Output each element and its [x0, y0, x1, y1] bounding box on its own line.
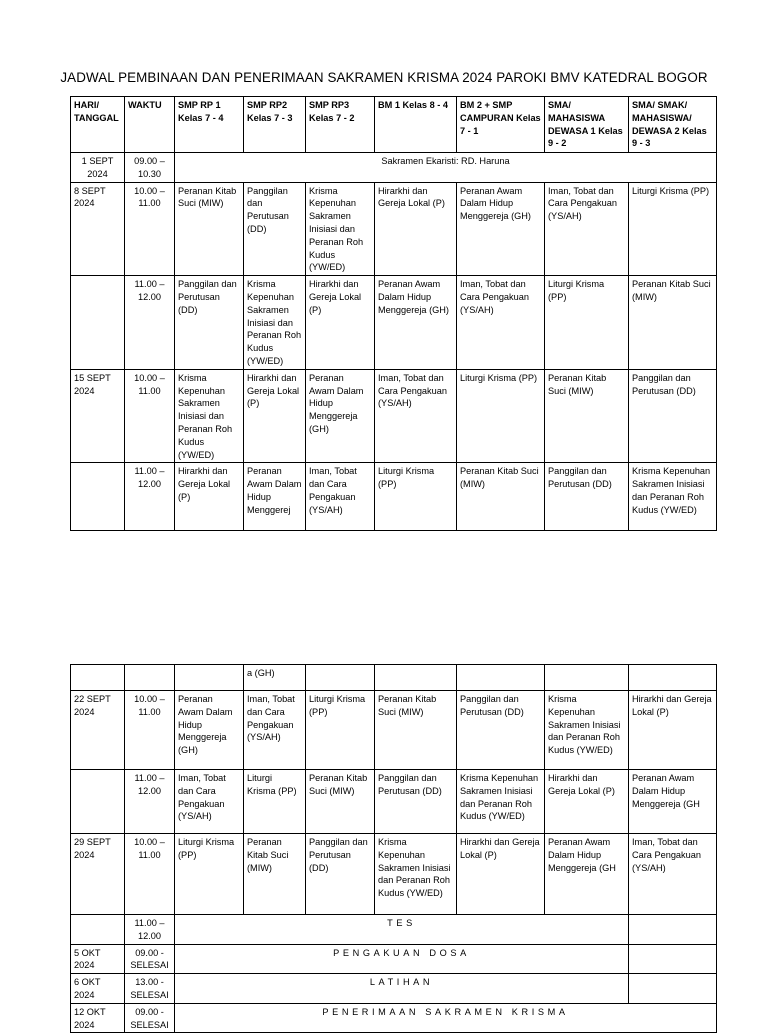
date-cell: [71, 276, 125, 370]
session-cell: Peranan Awam Dalam Hidup Menggereja (GH): [375, 276, 457, 370]
session-cell: Peranan Kitab Suci (MIW): [306, 770, 375, 834]
date-cell: 5 OKT 2024: [71, 944, 125, 974]
session-cell: Peranan Awam Dalam Hidup Menggereja (GH: [629, 770, 717, 834]
merged-cell: Sakramen Ekaristi: RD. Haruna: [175, 153, 717, 183]
time-cell: 10.00 – 11.00: [125, 182, 175, 276]
session-cell: a (GH): [244, 665, 306, 691]
table-row: [71, 369, 717, 463]
session-cell: Panggilan dan Perutusan (DD): [375, 770, 457, 834]
date-cell: 12 OKT 2024: [71, 1003, 125, 1033]
header-cell: SMP RP2 Kelas 7 - 3: [244, 97, 306, 153]
session-cell: Krisma Kepenuhan Sakramen Inisiasi dan Peranan Roh Kudus (YW/ED): [306, 182, 375, 276]
session-cell: Iman, Tobat dan Cara Pengakuan (YS/AH): [457, 276, 545, 370]
session-cell: Hirarkhi dan Gereja Lokal (P): [306, 276, 375, 370]
session-cell: Iman, Tobat dan Cara Pengakuan (YS/AH): [375, 369, 457, 463]
session-cell: Peranan Kitab Suci (MIW): [175, 182, 244, 276]
date-cell: 6 OKT 2024: [71, 974, 125, 1004]
session-cell: Peranan Awam Dalam Hidup Menggereja (GH): [457, 182, 545, 276]
session-cell: [306, 665, 375, 691]
session-cell: Liturgi Krisma (PP): [244, 770, 306, 834]
header-row: [71, 97, 717, 153]
session-cell: Iman, Tobat dan Cara Pengakuan (YS/AH): [244, 691, 306, 770]
session-cell: Liturgi Krisma (PP): [175, 834, 244, 915]
session-cell: Panggilan dan Perutusan (DD): [457, 691, 545, 770]
table-row: [71, 463, 717, 531]
date-cell: 1 SEPT 2024: [71, 153, 125, 183]
session-cell: Hirarkhi dan Gereja Lokal (P): [545, 770, 629, 834]
session-cell: Panggilan dan Perutusan (DD): [629, 369, 717, 463]
table-row: [71, 770, 717, 834]
event-cell-latihan: LATIHAN: [175, 974, 629, 1004]
session-cell: [545, 665, 629, 691]
session-cell: Liturgi Krisma (PP): [457, 369, 545, 463]
time-cell: 09.00 - SELESAI: [125, 1003, 175, 1033]
empty-cell: [629, 974, 717, 1004]
session-cell: Peranan Awam Dalam Hidup Menggereja (GH): [175, 691, 244, 770]
session-cell: [375, 665, 457, 691]
table-row: [71, 153, 717, 183]
header-cell: SMP RP3 Kelas 7 - 2: [306, 97, 375, 153]
event-cell-penerimaan-sakramen-krisma: PENERIMAAN SAKRAMEN KRISMA: [175, 1003, 717, 1033]
header-cell: SMA/ SMAK/ MAHASISWA/ DEWASA 2 Kelas 9 - 3: [629, 97, 717, 153]
table-row: [71, 691, 717, 770]
schedule-table-1: [70, 96, 717, 531]
time-cell: 11.00 – 12.00: [125, 915, 175, 945]
session-cell: Liturgi Krisma (PP): [306, 691, 375, 770]
session-cell: Krisma Kepenuhan Sakramen Inisiasi dan Peranan Roh Kudus (YW/ED): [375, 834, 457, 915]
session-cell: Krisma Kepenuhan Sakramen Inisiasi dan Peranan Roh Kudus (YW/ED): [175, 369, 244, 463]
session-cell: Krisma Kepenuhan Sakramen Inisiasi dan Peranan Roh Kudus (YW/ED): [244, 276, 306, 370]
session-cell: Krisma Kepenuhan Sakramen Inisiasi dan Peranan Roh Kudus (YW/ED): [545, 691, 629, 770]
time-cell: 11.00 – 12.00: [125, 463, 175, 531]
session-cell: Peranan Kitab Suci (MIW): [244, 834, 306, 915]
header-cell: SMP RP 1 Kelas 7 - 4: [175, 97, 244, 153]
table-row: [71, 974, 717, 1004]
header-cell: WAKTU: [125, 97, 175, 153]
session-cell: Peranan Kitab Suci (MIW): [629, 276, 717, 370]
session-cell: Peranan Awam Dalam Hidup Menggerej: [244, 463, 306, 531]
event-cell-tes: TES: [175, 915, 629, 945]
session-cell: [629, 665, 717, 691]
event-cell-pengakuan-dosa: PENGAKUAN DOSA: [175, 944, 629, 974]
session-cell: Iman, Tobat dan Cara Pengakuan (YS/AH): [629, 834, 717, 915]
header-cell: BM 1 Kelas 8 - 4: [375, 97, 457, 153]
date-cell: 22 SEPT 2024: [71, 691, 125, 770]
time-cell: 11.00 – 12.00: [125, 770, 175, 834]
time-cell: 10.00 – 11.00: [125, 834, 175, 915]
session-cell: Panggilan dan Perutusan (DD): [244, 182, 306, 276]
time-cell: 09.00 - SELESAI: [125, 944, 175, 974]
session-cell: Peranan Kitab Suci (MIW): [375, 691, 457, 770]
empty-cell: [629, 944, 717, 974]
session-cell: Iman, Tobat dan Cara Pengakuan (YS/AH): [306, 463, 375, 531]
document-title: JADWAL PEMBINAAN DAN PENERIMAAN SAKRAMEN KRISMA 2024 PAROKI BMV KATEDRAL BOGOR: [60, 70, 708, 85]
schedule-table-2: [70, 664, 717, 1033]
table-row: [71, 1003, 717, 1033]
session-cell: Peranan Kitab Suci (MIW): [545, 369, 629, 463]
empty-cell: [629, 915, 717, 945]
header-cell: BM 2 + SMP CAMPURAN Kelas 7 - 1: [457, 97, 545, 153]
session-cell: Liturgi Krisma (PP): [545, 276, 629, 370]
time-cell: 11.00 – 12.00: [125, 276, 175, 370]
header-cell: HARI/ TANGGAL: [71, 97, 125, 153]
table-row: [71, 944, 717, 974]
table-row: [71, 276, 717, 370]
session-cell: Hirarkhi dan Gereja Lokal (P): [457, 834, 545, 915]
time-cell: [125, 665, 175, 691]
session-cell: Krisma Kepenuhan Sakramen Inisiasi dan Peranan Roh Kudus (YW/ED): [629, 463, 717, 531]
date-cell: 8 SEPT 2024: [71, 182, 125, 276]
time-cell: 09.00 – 10.30: [125, 153, 175, 183]
session-cell: Panggilan dan Perutusan (DD): [306, 834, 375, 915]
session-cell: Hirarkhi dan Gereja Lokal (P): [244, 369, 306, 463]
time-cell: 10.00 – 11.00: [125, 691, 175, 770]
session-cell: Iman, Tobat dan Cara Pengakuan (YS/AH): [175, 770, 244, 834]
date-cell: 29 SEPT 2024: [71, 834, 125, 915]
session-cell: [175, 665, 244, 691]
time-cell: 10.00 – 11.00: [125, 369, 175, 463]
date-cell: [71, 915, 125, 945]
session-cell: Krisma Kepenuhan Sakramen Inisiasi dan Peranan Roh Kudus (YW/ED): [457, 770, 545, 834]
table-row: [71, 182, 717, 276]
session-cell: Hirarkhi dan Gereja Lokal (P): [175, 463, 244, 531]
session-cell: Hirarkhi dan Gereja Lokal (P): [629, 691, 717, 770]
table-row: [71, 665, 717, 691]
session-cell: Peranan Awam Dalam Hidup Menggereja (GH: [545, 834, 629, 915]
session-cell: Liturgi Krisma (PP): [629, 182, 717, 276]
date-cell: [71, 770, 125, 834]
date-cell: [71, 665, 125, 691]
session-cell: Iman, Tobat dan Cara Pengakuan (YS/AH): [545, 182, 629, 276]
time-cell: 13.00 - SELESAI: [125, 974, 175, 1004]
table-row: [71, 834, 717, 915]
header-cell: SMA/ MAHASISWA DEWASA 1 Kelas 9 - 2: [545, 97, 629, 153]
session-cell: Panggilan dan Perutusan (DD): [175, 276, 244, 370]
session-cell: Peranan Kitab Suci (MIW): [457, 463, 545, 531]
table-row: [71, 915, 717, 945]
date-cell: [71, 463, 125, 531]
session-cell: [457, 665, 545, 691]
session-cell: Hirarkhi dan Gereja Lokal (P): [375, 182, 457, 276]
session-cell: Peranan Awam Dalam Hidup Menggereja (GH): [306, 369, 375, 463]
session-cell: Liturgi Krisma (PP): [375, 463, 457, 531]
date-cell: 15 SEPT 2024: [71, 369, 125, 463]
session-cell: Panggilan dan Perutusan (DD): [545, 463, 629, 531]
